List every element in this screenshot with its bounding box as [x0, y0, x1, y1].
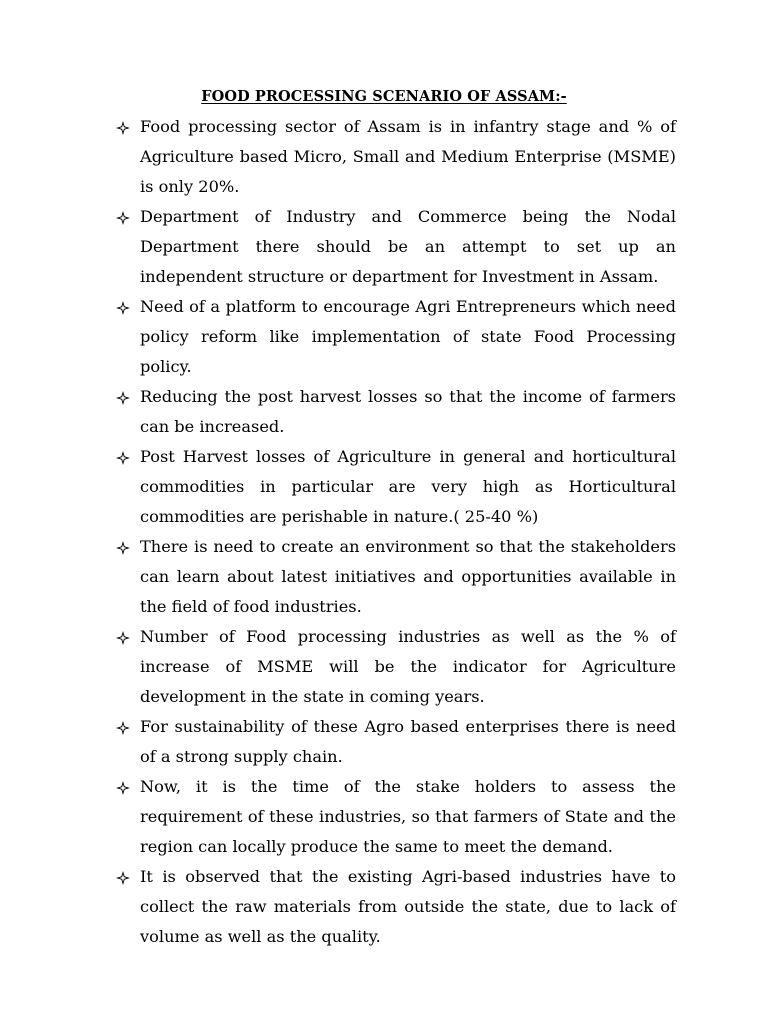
bullet-list	[116, 112, 676, 952]
list-item	[116, 712, 676, 772]
diamond-bullet-icon	[116, 871, 130, 885]
diamond-bullet-icon	[116, 391, 130, 405]
bullet-text: Food processing sector of Assam is in infantry stage and % of Agriculture based Micro, Small and Medium Enterprise (MSME) is only 20%.	[140, 117, 676, 196]
diamond-bullet-icon	[116, 301, 130, 315]
bullet-text: Department of Industry and Commerce being the Nodal Department there should be an attempt to set up an independent structure or department for Investment in Assam.	[140, 207, 676, 286]
bullet-text: There is need to create an environment so that the stakeholders can learn about latest initiatives and opportunities available in the field of food industries.	[140, 537, 676, 616]
bullet-text: It is observed that the existing Agri-based industries have to collect the raw materials from outside the state, due to lack of volume as well as the quality.	[140, 867, 676, 946]
diamond-bullet-icon	[116, 211, 130, 225]
diamond-bullet-icon	[116, 121, 130, 135]
list-item	[116, 622, 676, 712]
bullet-text: Post Harvest losses of Agriculture in general and horticultural commodities in particular are very high as Horticultural commodities are perishable in nature.( 25-40 %)	[140, 447, 676, 526]
diamond-bullet-icon	[116, 721, 130, 735]
bullet-text: Number of Food processing industries as well as the % of increase of MSME will be the indicator for Agriculture development in the state in coming years.	[140, 627, 676, 706]
bullet-text: For sustainability of these Agro based enterprises there is need of a strong supply chain.	[140, 717, 676, 766]
list-item	[116, 112, 676, 202]
list-item	[116, 772, 676, 862]
diamond-bullet-icon	[116, 541, 130, 555]
list-item	[116, 862, 676, 952]
list-item	[116, 202, 676, 292]
bullet-text: Now, it is the time of the stake holders to assess the requirement of these industries, so that farmers of State and the region can locally produce the same to meet the demand.	[140, 777, 676, 856]
list-item	[116, 292, 676, 382]
bullet-text: Need of a platform to encourage Agri Entrepreneurs which need policy reform like implementation of state Food Processing policy.	[140, 297, 676, 376]
page-title: FOOD PROCESSING SCENARIO OF ASSAM:-	[201, 88, 567, 105]
list-item	[116, 532, 676, 622]
diamond-bullet-icon	[116, 781, 130, 795]
diamond-bullet-icon	[116, 451, 130, 465]
list-item	[116, 442, 676, 532]
diamond-bullet-icon	[116, 631, 130, 645]
list-item	[116, 382, 676, 442]
bullet-text: Reducing the post harvest losses so that the income of farmers can be increased.	[140, 387, 676, 436]
